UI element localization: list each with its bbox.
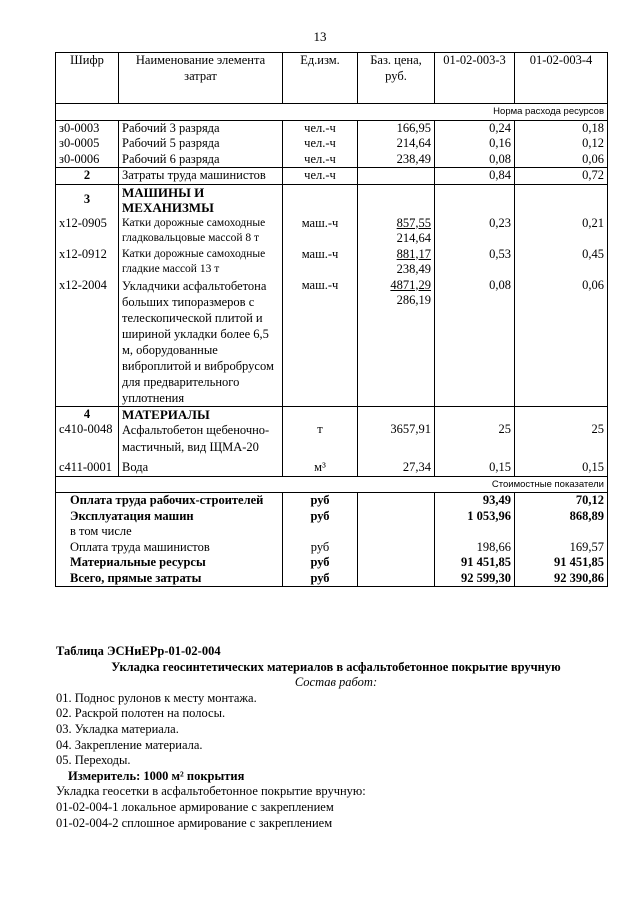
totals-row bbox=[56, 493, 608, 509]
totals-v1: 93,49 bbox=[435, 493, 515, 509]
row-name: Катки дорожные самоходные гладковальцовые массой 8 т bbox=[119, 216, 283, 247]
row-price: 238,49 bbox=[358, 152, 435, 168]
header-code: Шифр bbox=[56, 53, 119, 104]
table-row bbox=[56, 422, 608, 456]
row-price-machinist: 214,64 bbox=[396, 231, 431, 245]
row-code: х12-2004 bbox=[56, 278, 119, 407]
table-row bbox=[56, 136, 608, 152]
totals-label: Эксплуатация машин bbox=[56, 509, 283, 525]
row-name: Укладчики асфальтобетона больших типоразмеров с телескопической плитой и шириной укладки более 6,5 м, оборудованные виброплитой и вибробрусом для предварительного уплотнения bbox=[119, 278, 283, 407]
meter: Измеритель: 1000 м² покрытия bbox=[68, 768, 245, 783]
row-unit: чел.-ч bbox=[283, 136, 358, 152]
section-title: МАШИНЫ И МЕХАНИЗМЫ bbox=[119, 184, 283, 216]
row-price: 166,95 bbox=[358, 120, 435, 136]
works-caption: Состав работ: bbox=[294, 675, 378, 690]
row-price-machinist: 238,49 bbox=[396, 262, 431, 276]
totals-unit: руб bbox=[283, 571, 358, 587]
description: Укладка геосетки в асфальтобетонное покрытие вручную: bbox=[56, 784, 366, 799]
cost-caption: Стоимостные показатели bbox=[56, 476, 608, 493]
totals-label: Всего, прямые затраты bbox=[56, 571, 283, 587]
row-price: 881,17 bbox=[396, 246, 431, 261]
totals-v1: 91 451,85 bbox=[435, 555, 515, 571]
row-v1: 0,16 bbox=[435, 136, 515, 152]
totals-unit: руб bbox=[283, 509, 358, 525]
row-code: з0-0003 bbox=[56, 120, 119, 136]
row-name: Рабочий 5 разряда bbox=[119, 136, 283, 152]
row-v2: 0,12 bbox=[515, 136, 608, 152]
resource-table bbox=[55, 52, 608, 587]
row-unit: маш.-ч bbox=[283, 247, 358, 278]
row-unit: чел.-ч bbox=[283, 152, 358, 168]
works-item: 03. Укладка материала. bbox=[56, 721, 179, 736]
row-v2: 0,06 bbox=[515, 152, 608, 168]
row-price-machinist: 286,19 bbox=[396, 293, 431, 307]
totals-unit: руб bbox=[283, 555, 358, 571]
row-code: с411-0001 bbox=[56, 456, 119, 476]
row-v2: 0,06 bbox=[515, 278, 608, 407]
row-unit: м³ bbox=[283, 456, 358, 476]
totals-unit: руб bbox=[283, 540, 358, 556]
row-code: с410-0048 bbox=[56, 422, 119, 456]
row-name: Рабочий 6 разряда bbox=[119, 152, 283, 168]
row-v1: 0,23 bbox=[435, 216, 515, 247]
row-v1: 0,84 bbox=[435, 168, 515, 185]
table-row-section-3 bbox=[56, 184, 608, 216]
variant-item: 01-02-004-1 локальное армирование с закреплением bbox=[56, 799, 334, 814]
row-v1: 0,24 bbox=[435, 120, 515, 136]
header-col2: 01-02-003-4 bbox=[515, 53, 608, 104]
row-v2: 0,72 bbox=[515, 168, 608, 185]
section-number: 3 bbox=[56, 184, 119, 216]
row-v2: 25 bbox=[515, 422, 608, 456]
table-row bbox=[56, 120, 608, 136]
row-v1: 0,08 bbox=[435, 152, 515, 168]
totals-row bbox=[56, 524, 608, 540]
totals-row bbox=[56, 540, 608, 556]
next-table-section bbox=[56, 644, 616, 831]
table-row bbox=[56, 247, 608, 278]
totals-row bbox=[56, 571, 608, 587]
table-row bbox=[56, 456, 608, 476]
works-item: 04. Закрепление материала. bbox=[56, 737, 203, 752]
row-price: 4871,29 bbox=[390, 277, 431, 292]
totals-unit: руб bbox=[283, 493, 358, 509]
section-number: 4 bbox=[56, 406, 119, 422]
header-base-price: Баз. цена, руб. bbox=[358, 53, 435, 104]
row-v2: 0,45 bbox=[515, 247, 608, 278]
row-unit: чел.-ч bbox=[283, 168, 358, 185]
row-name: Катки дорожные самоходные гладкие массой 13 т bbox=[119, 247, 283, 278]
row-v2: 0,15 bbox=[515, 456, 608, 476]
row-code: х12-0905 bbox=[56, 216, 119, 247]
table-row bbox=[56, 216, 608, 247]
header-col1: 01-02-003-3 bbox=[435, 53, 515, 104]
page-number: 13 bbox=[313, 29, 327, 44]
header-name: Наименование элемента затрат bbox=[119, 53, 283, 104]
totals-row bbox=[56, 555, 608, 571]
row-price: 214,64 bbox=[358, 136, 435, 152]
row-v1: 25 bbox=[435, 422, 515, 456]
row-price: 3657,91 bbox=[358, 422, 435, 456]
section-title: МАТЕРИАЛЫ bbox=[119, 406, 283, 422]
totals-row bbox=[56, 509, 608, 525]
row-code: з0-0005 bbox=[56, 136, 119, 152]
works-item: 02. Раскрой полотен на полосы. bbox=[56, 706, 226, 721]
variant-item: 01-02-004-2 сплошное армирование с закреплением bbox=[56, 815, 333, 830]
row-v1: 0,53 bbox=[435, 247, 515, 278]
totals-v1: 1 053,96 bbox=[435, 509, 515, 525]
table-subtitle: Укладка геосинтетических материалов в асфальтобетонное покрытие вручную bbox=[111, 659, 561, 674]
totals-label: Оплата труда машинистов bbox=[56, 540, 283, 556]
totals-label: в том числе bbox=[56, 524, 283, 540]
totals-v1: 198,66 bbox=[435, 540, 515, 556]
works-item: 01. Поднос рулонов к месту монтажа. bbox=[56, 690, 257, 705]
row-v1: 0,15 bbox=[435, 456, 515, 476]
totals-v2: 70,12 bbox=[515, 493, 608, 509]
row-name: Вода bbox=[119, 456, 283, 476]
row-price: 27,34 bbox=[358, 456, 435, 476]
totals-label: Материальные ресурсы bbox=[56, 555, 283, 571]
norm-caption: Норма расхода ресурсов bbox=[56, 104, 608, 121]
row-unit: маш.-ч bbox=[283, 216, 358, 247]
table-title: Таблица ЭСНиЕРр-01-02-004 bbox=[56, 644, 221, 658]
table-row-section-2 bbox=[56, 168, 608, 185]
totals-v2: 91 451,85 bbox=[515, 555, 608, 571]
totals-label: Оплата труда рабочих-строителей bbox=[56, 493, 283, 509]
totals-v2: 169,57 bbox=[515, 540, 608, 556]
row-unit: т bbox=[283, 422, 358, 456]
row-code: х12-0912 bbox=[56, 247, 119, 278]
table-header bbox=[56, 53, 608, 104]
row-unit: маш.-ч bbox=[283, 278, 358, 407]
row-price: 857,55 bbox=[396, 215, 431, 230]
row-v2: 0,18 bbox=[515, 120, 608, 136]
row-name: Асфальтобетон щебеночно-мастичный, вид ЩМА-20 bbox=[119, 422, 283, 456]
totals-v2: 92 390,86 bbox=[515, 571, 608, 587]
row-v2: 0,21 bbox=[515, 216, 608, 247]
totals-v2: 868,89 bbox=[515, 509, 608, 525]
row-name: Затраты труда машинистов bbox=[119, 168, 283, 185]
header-unit: Ед.изм. bbox=[283, 53, 358, 104]
table-row bbox=[56, 152, 608, 168]
table-row bbox=[56, 278, 608, 407]
works-item: 05. Переходы. bbox=[56, 753, 131, 768]
section-number: 2 bbox=[56, 168, 119, 185]
row-name: Рабочий 3 разряда bbox=[119, 120, 283, 136]
table-row-section-4 bbox=[56, 406, 608, 422]
totals-v1: 92 599,30 bbox=[435, 571, 515, 587]
row-unit: чел.-ч bbox=[283, 120, 358, 136]
row-code: з0-0006 bbox=[56, 152, 119, 168]
row-v1: 0,08 bbox=[435, 278, 515, 407]
